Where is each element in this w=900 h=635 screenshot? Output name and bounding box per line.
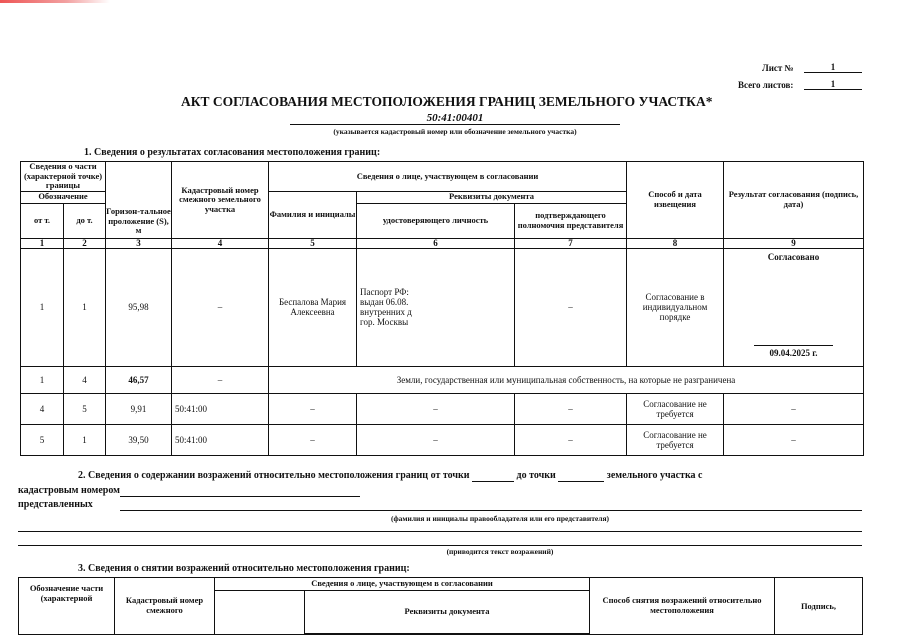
s3-header-neighbor: Кадастровый номер смежного <box>115 578 215 635</box>
cell-from: 4 <box>21 393 64 424</box>
table-row <box>21 424 864 455</box>
col-number: 9 <box>724 238 864 248</box>
to-point-blank <box>558 470 604 482</box>
sheet-number-value: 1 <box>804 62 862 73</box>
col-number: 1 <box>21 238 64 248</box>
result-agreed: Согласовано <box>767 251 820 262</box>
header-from: от т. <box>21 203 64 238</box>
header-neighbor: Кадастровый номер смежного земельного участка <box>172 162 269 239</box>
table-row <box>21 248 864 366</box>
cell-merged-note: Земли, государственная или муниципальная собственность, на которые не разграничена <box>269 366 864 393</box>
objection-note: (приводится текст возражений) <box>446 547 554 556</box>
col-number: 2 <box>64 238 106 248</box>
total-sheets-label: Всего листов: <box>738 80 794 90</box>
cadastral-label: кадастровым номером <box>18 485 120 496</box>
header-person-info: Сведения о лице, участвующем в согласовании <box>269 162 627 192</box>
header-name: Фамилия и инициалы <box>269 191 357 238</box>
cell-identity: – <box>357 393 515 424</box>
sheet-number-label: Лист № <box>762 63 794 73</box>
col-number: 4 <box>172 238 269 248</box>
header-designation: Обозначение <box>21 191 106 203</box>
cell-from: 1 <box>21 248 64 366</box>
cell-result: – <box>724 393 864 424</box>
cell-method: Согласование не требуется <box>627 393 724 424</box>
header-method: Способ и дата извещения <box>627 162 724 239</box>
s3-header-identity-cell <box>305 634 440 635</box>
cell-authority: – <box>515 393 627 424</box>
cell-to: 1 <box>64 248 106 366</box>
header-horizontal: Горизон-тальное проложение (S), м <box>106 162 172 239</box>
cell-neighbor: – <box>172 248 269 366</box>
cell-horizontal: 39,50 <box>106 424 172 455</box>
section2-line1 <box>78 470 703 482</box>
scan-edge-mark <box>0 0 110 3</box>
cadastral-note: (указывается кадастровый номер или обозначение земельного участка) <box>333 127 577 136</box>
cell-name: – <box>269 393 357 424</box>
col-number: 7 <box>515 238 627 248</box>
presented-blank <box>120 510 862 511</box>
section3-heading: 3. Сведения о снятии возражений относительно местоположения границ: <box>78 563 410 574</box>
cell-horizontal: 95,98 <box>106 248 172 366</box>
cell-neighbor: – <box>172 366 269 393</box>
cell-method: Согласование в индивидуальном порядке <box>627 248 724 366</box>
cell-to: 1 <box>64 424 106 455</box>
col-number: 3 <box>106 238 172 248</box>
section2-text-c: земельного участка с <box>606 470 703 481</box>
s3-header-name-cell <box>215 591 305 635</box>
cell-name: – <box>269 424 357 455</box>
objection-line-2 <box>18 545 862 546</box>
cell-authority: – <box>515 248 627 366</box>
presented-label: представленных <box>18 499 93 510</box>
cell-from: 5 <box>21 424 64 455</box>
table-row <box>21 393 864 424</box>
objection-removal-table <box>18 577 863 635</box>
cell-identity <box>357 248 515 366</box>
cell-horizontal: 46,57 <box>106 366 172 393</box>
presented-note: (фамилия и инициалы правообладателя или его представителя) <box>390 514 610 523</box>
cell-to: 4 <box>64 366 106 393</box>
cell-identity: – <box>357 424 515 455</box>
cell-from: 1 <box>21 366 64 393</box>
header-doc-requisites: Реквизиты документа <box>357 191 627 203</box>
table-row <box>21 366 864 393</box>
cell-name: Беспалова Мария Алексеевна <box>269 248 357 366</box>
cell-method: Согласование не требуется <box>627 424 724 455</box>
objection-line-1 <box>18 531 862 532</box>
result-date: 09.04.2025 г. <box>754 345 833 358</box>
cell-authority: – <box>515 424 627 455</box>
col-number: 5 <box>269 238 357 248</box>
s3-header-doc-requisites: Реквизиты документа <box>305 591 590 634</box>
section1-heading: 1. Сведения о результатах согласования местоположения границ: <box>84 147 381 158</box>
header-to: до т. <box>64 203 106 238</box>
cadastral-blank <box>120 496 360 497</box>
cell-result: – <box>724 424 864 455</box>
agreement-results-table <box>20 161 864 456</box>
cadastral-number: 50:41:00401 <box>290 112 620 125</box>
col-number: 8 <box>627 238 724 248</box>
cell-to: 5 <box>64 393 106 424</box>
total-sheets-value: 1 <box>804 79 862 90</box>
header-part-info: Сведения о части (характерной точке) границы <box>21 162 106 192</box>
header-authority: подтверждающего полномочия представителя <box>515 203 627 238</box>
header-identity: удостоверяющего личность <box>357 203 515 238</box>
identity-text: Паспорт РФ: выдан 06.08. внутренних д гор. Москвы <box>360 287 412 327</box>
section2-text-b: до точки <box>516 470 556 481</box>
s3-header-person-info: Сведения о лице, участвующем в согласовании <box>215 578 590 591</box>
from-point-blank <box>472 470 514 482</box>
cell-horizontal: 9,91 <box>106 393 172 424</box>
s3-header-method: Способ снятия возражений относительно местоположения <box>590 578 775 635</box>
cell-neighbor: 50:41:00 <box>172 393 269 424</box>
section2-text-a: 2. Сведения о содержании возражений относительно местоположения границ от точки <box>78 470 470 481</box>
cell-neighbor: 50:41:00 <box>172 424 269 455</box>
s3-header-sign: Подпись, <box>775 578 863 635</box>
header-result: Результат согласования (подпись, дата) <box>724 162 864 239</box>
cell-result <box>724 248 864 366</box>
s3-header-designation: Обозначение части (характерной <box>19 578 115 635</box>
document-title: АКТ СОГЛАСОВАНИЯ МЕСТОПОЛОЖЕНИЯ ГРАНИЦ ЗЕМЕЛЬНОГО УЧАСТКА* <box>181 94 713 109</box>
col-number: 6 <box>357 238 515 248</box>
s3-header-authority-cell <box>440 634 590 635</box>
